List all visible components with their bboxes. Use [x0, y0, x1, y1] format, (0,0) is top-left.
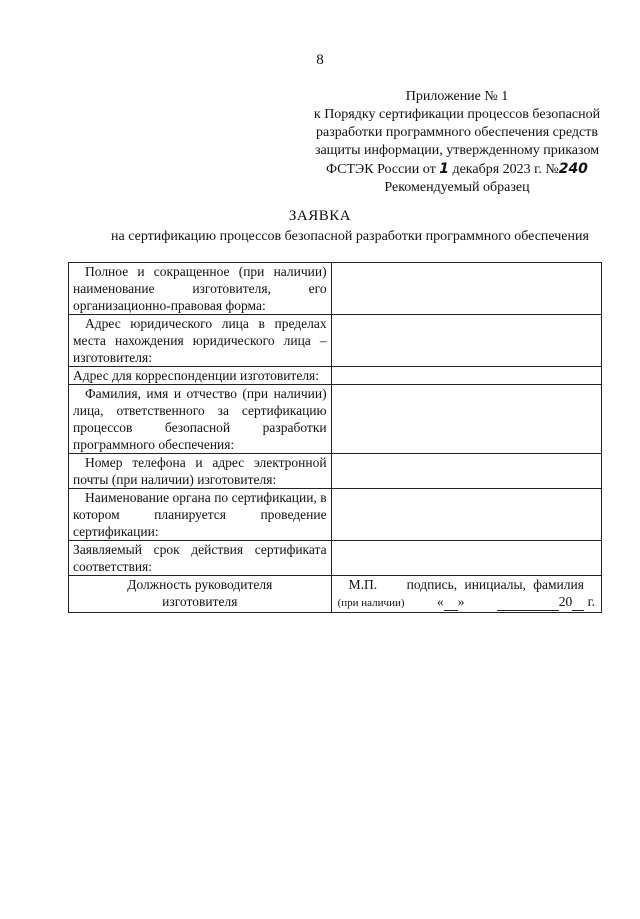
form-row-label: Заявляемый срок действия сертификата соответствия:: [69, 541, 332, 576]
form-row-label: Адрес юридического лица в пределах места нахождения юридического лица – изготовителя:: [69, 315, 332, 367]
document-title: ЗАЯВКА: [288, 208, 352, 224]
form-row-value-field[interactable]: [331, 489, 601, 541]
appendix-order-line: [292, 160, 622, 179]
form-row-label: Фамилия, имя и отчество (при наличии) лица, ответственного за сертификацию процессов безопасной разработки программного обеспечения:: [69, 385, 332, 454]
manager-position-line2: изготовителя: [162, 594, 238, 609]
form-row-value-field[interactable]: [331, 367, 601, 385]
signature-row: [69, 576, 602, 613]
signature-cell[interactable]: [331, 576, 601, 613]
year-prefix: 20: [558, 594, 573, 609]
appendix-line: защиты информации, утвержденному приказом: [314, 143, 600, 158]
form-row: [69, 315, 602, 367]
signature-date-line: [336, 593, 597, 612]
form-row: [69, 367, 602, 385]
form-row: [69, 454, 602, 489]
form-row: [69, 541, 602, 576]
form-row-value-field[interactable]: [331, 385, 601, 454]
page-number: 8: [316, 52, 324, 68]
sign-label: подпись, инициалы, фамилия: [406, 577, 584, 592]
sample-note: Рекомендуемый образец: [384, 180, 530, 195]
form-row-label: Номер телефона и адрес электронной почты (при наличии) изготовителя:: [69, 454, 332, 489]
appendix-line: разработки программного обеспечения средств: [316, 125, 598, 140]
form-row-value-field[interactable]: [331, 541, 601, 576]
order-number: 240: [558, 161, 588, 177]
form-row-label: Полное и сокращенное (при наличии) наименование изготовителя, его организационно-правовая форма:: [69, 263, 332, 315]
application-form-table: [68, 262, 602, 613]
form-row: [69, 385, 602, 454]
form-row: [69, 489, 602, 541]
form-row-label: Наименование органа по сертификации, в котором планируется проведение сертификации:: [69, 489, 332, 541]
order-prefix: ФСТЭК России от: [326, 162, 436, 177]
year-suffix: г.: [587, 594, 595, 609]
form-table-body: [69, 263, 602, 613]
manager-position-cell: [69, 576, 332, 613]
form-row-label: Адрес для корреспонденции изготовителя:: [69, 367, 332, 385]
date-year-field[interactable]: [497, 593, 595, 611]
form-row: [69, 263, 602, 315]
quote-close: »: [457, 594, 465, 609]
document-subtitle: на сертификацию процессов безопасной разработки программного обеспечения: [111, 229, 589, 244]
order-mid: декабря 2023 г. №: [452, 162, 559, 177]
mp-label: М.П.: [348, 577, 378, 592]
mp-note: (при наличии): [337, 597, 405, 609]
signature-top-line: [336, 576, 597, 593]
form-row-value-field[interactable]: [331, 263, 601, 315]
quote-open: «: [436, 594, 444, 609]
date-day-field[interactable]: [437, 593, 465, 611]
order-day: 1: [439, 161, 449, 177]
manager-position-line1: Должность руководителя: [127, 577, 273, 592]
appendix-title: Приложение № 1: [405, 89, 509, 104]
appendix-block: [292, 88, 622, 197]
appendix-line: к Порядку сертификации процессов безопасной: [313, 107, 601, 122]
form-row-value-field[interactable]: [331, 454, 601, 489]
form-row-value-field[interactable]: [331, 315, 601, 367]
